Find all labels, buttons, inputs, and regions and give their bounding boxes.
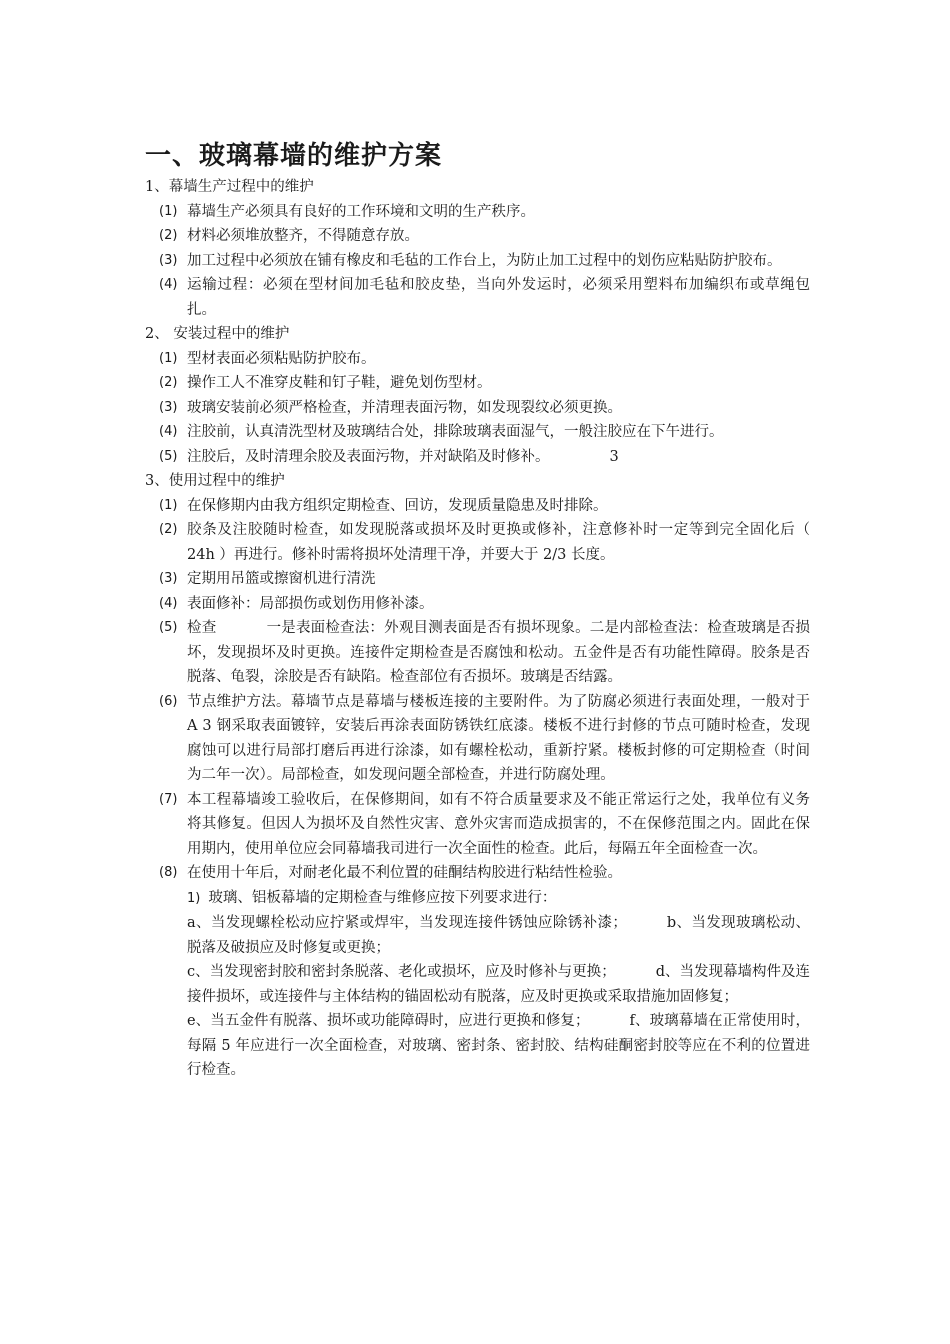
sub-clause-a: a、当发现螺栓松动应拧紧或焊牢，当发现连接件锈蚀应除锈补漆； bbox=[187, 915, 627, 931]
item-text: 节点维护方法。幕墙节点是幕墙与楼板连接的主要附件。为了防腐必须进行表面处理，一般对于 A 3 钢采取表面镀锌，安装后再涂表面防锈铁红底漆。楼板不进行封修的节点可随时检查，发现腐蚀可以进行局部打磨后再进行涂漆，如有螺栓松动，重新拧紧。楼板封修的可定期检查（时间为二年一次）。局部检查，如发现问题全部检查，并进行防腐处理。 bbox=[187, 693, 810, 783]
sub-item-intro bbox=[145, 886, 810, 912]
list-item bbox=[145, 273, 810, 322]
item-number: (1) bbox=[159, 350, 178, 366]
item-number: (3) bbox=[159, 399, 178, 415]
section-heading: 3、使用过程中的维护 bbox=[145, 473, 285, 489]
item-number: (4) bbox=[159, 424, 178, 439]
sub-paragraph bbox=[145, 1009, 810, 1083]
item-number: (2) bbox=[159, 228, 178, 243]
item-number: (1) bbox=[159, 203, 178, 219]
list-item bbox=[145, 494, 810, 519]
item-number: (8) bbox=[159, 865, 178, 880]
item-text: 型材表面必须粘贴防护胶布。 bbox=[187, 350, 376, 367]
item-text: 表面修补：局部损伤或划伤用修补漆。 bbox=[187, 595, 434, 612]
list-item bbox=[145, 347, 810, 372]
item-number: (4) bbox=[159, 595, 178, 611]
sub-clause-c: c、当发现密封胶和密封条脱落、老化或损坏，应及时修补与更换； bbox=[187, 964, 616, 980]
document-body bbox=[145, 175, 810, 1083]
item-number: (2) bbox=[159, 375, 178, 390]
item-number: (3) bbox=[159, 571, 178, 586]
item-number: (5) bbox=[159, 448, 178, 464]
item-number: (3) bbox=[159, 252, 178, 268]
item-text: 幕墙生产必须具有良好的工作环境和文明的生产秩序。 bbox=[187, 203, 535, 220]
list-item bbox=[145, 224, 810, 249]
sub-item-number: 1) bbox=[187, 890, 201, 906]
list-item bbox=[145, 861, 810, 886]
list-item bbox=[145, 567, 810, 592]
item-text: 加工过程中必须放在铺有橡皮和毛毡的工作台上，为防止加工过程中的划伤应粘贴防护胶布。 bbox=[187, 252, 782, 269]
stray-page-number: 3 bbox=[609, 448, 619, 465]
section-heading: 2、 安装过程中的维护 bbox=[145, 326, 290, 342]
list-item bbox=[145, 592, 810, 617]
sub-clause-b: b、当发现玻璃松动、脱落及破损应及时修复或更换； bbox=[187, 915, 810, 956]
item-text: 注胶前，认真清洗型材及玻璃结合处，排除玻璃表面湿气，一般注胶应在下午进行。 bbox=[187, 424, 724, 440]
item-text: 一是表面检查法：外观目测表面是否有损坏现象。二是内部检查法：检查玻璃是否损坏，发现损坏及时更换。连接件定期检查是否腐蚀和松动。五金件是否有功能性障碍。胶条是否脱落、龟裂，涂胶是否有缺陷。检查部位有否损坏。玻璃是否结露。 bbox=[187, 620, 811, 685]
sub-item-text: 玻璃、铝板幕墙的定期检查与维修应按下列要求进行： bbox=[208, 889, 557, 906]
item-number: (2) bbox=[159, 522, 178, 537]
sub-clause-e: e、当五金件有脱落、损坏或功能障碍时，应进行更换和修复； bbox=[187, 1013, 590, 1029]
item-text: 运输过程：必须在型材间加毛毡和胶皮垫，当向外发运时，必须采用塑料布加编织布或草绳包扎。 bbox=[187, 277, 810, 318]
item-text: 材料必须堆放整齐，不得随意存放。 bbox=[187, 228, 419, 244]
list-item bbox=[145, 518, 810, 567]
list-item bbox=[145, 616, 810, 690]
item-text: 玻璃安装前必须严格检查，并清理表面污物，如发现裂纹必须更换。 bbox=[187, 399, 622, 416]
list-item bbox=[145, 396, 810, 421]
item-number: (5) bbox=[159, 620, 178, 635]
item-text: 本工程幕墙竣工验收后，在保修期间，如有不符合质量要求及不能正常运行之处，我单位有义务将其修复。但因人为损坏及自然性灾害、意外灾害而造成损害的，不在保修范围之内。固此在保用期内，使用单位应会同幕墙我司进行一次全面性的检查。此后，每隔五年全面检查一次。 bbox=[187, 791, 810, 857]
sub-paragraph bbox=[145, 960, 810, 1009]
item-text: 在使用十年后，对耐老化最不利位置的硅酮结构胶进行粘结性检验。 bbox=[187, 865, 622, 881]
item-text: 操作工人不准穿皮鞋和钉子鞋，避免划伤型材。 bbox=[187, 375, 492, 391]
page-title: 一、玻璃幕墙的维护方案 bbox=[145, 141, 443, 171]
item-number: (6) bbox=[159, 693, 178, 709]
list-item bbox=[145, 249, 810, 274]
item-text: 胶条及注胶随时检查，如发现脱落或损坏及时更换或修补，注意修补时一定等到完全固化后（ 24h ）再进行。修补时需将损坏处清理干净，并要大于 2/3 长度。 bbox=[187, 522, 810, 563]
item-text: 检查 bbox=[187, 620, 217, 636]
list-item bbox=[145, 420, 810, 445]
item-number: (1) bbox=[159, 497, 178, 513]
list-item bbox=[145, 200, 810, 225]
item-text: 定期用吊篮或擦窗机进行清洗 bbox=[187, 571, 376, 587]
sub-clause-d: d、当发现幕墙构件及连接件损坏，或连接件与主体结构的锚固松动有脱落，应及时更换或采取措施加固修复； bbox=[187, 964, 811, 1005]
item-text: 在保修期内由我方组织定期检查、回访，发现质量隐患及时排除。 bbox=[187, 497, 608, 514]
sub-clause-f: f、玻璃幕墙在正常使用时，每隔 5 年应进行一次全面检查，对玻璃、密封条、密封胶、结构硅酮密封胶等应在不利的位置进行检查。 bbox=[187, 1013, 810, 1078]
list-item bbox=[145, 788, 810, 862]
item-number: (4) bbox=[159, 277, 178, 292]
item-text: 注胶后，及时清理余胶及表面污物，并对缺陷及时修补。 bbox=[187, 448, 550, 465]
sub-paragraph bbox=[145, 911, 810, 960]
list-item bbox=[145, 371, 810, 396]
list-item bbox=[145, 445, 810, 470]
list-item bbox=[145, 690, 810, 788]
item-number: (7) bbox=[159, 791, 178, 807]
section-heading: 1、幕墙生产过程中的维护 bbox=[145, 179, 314, 195]
